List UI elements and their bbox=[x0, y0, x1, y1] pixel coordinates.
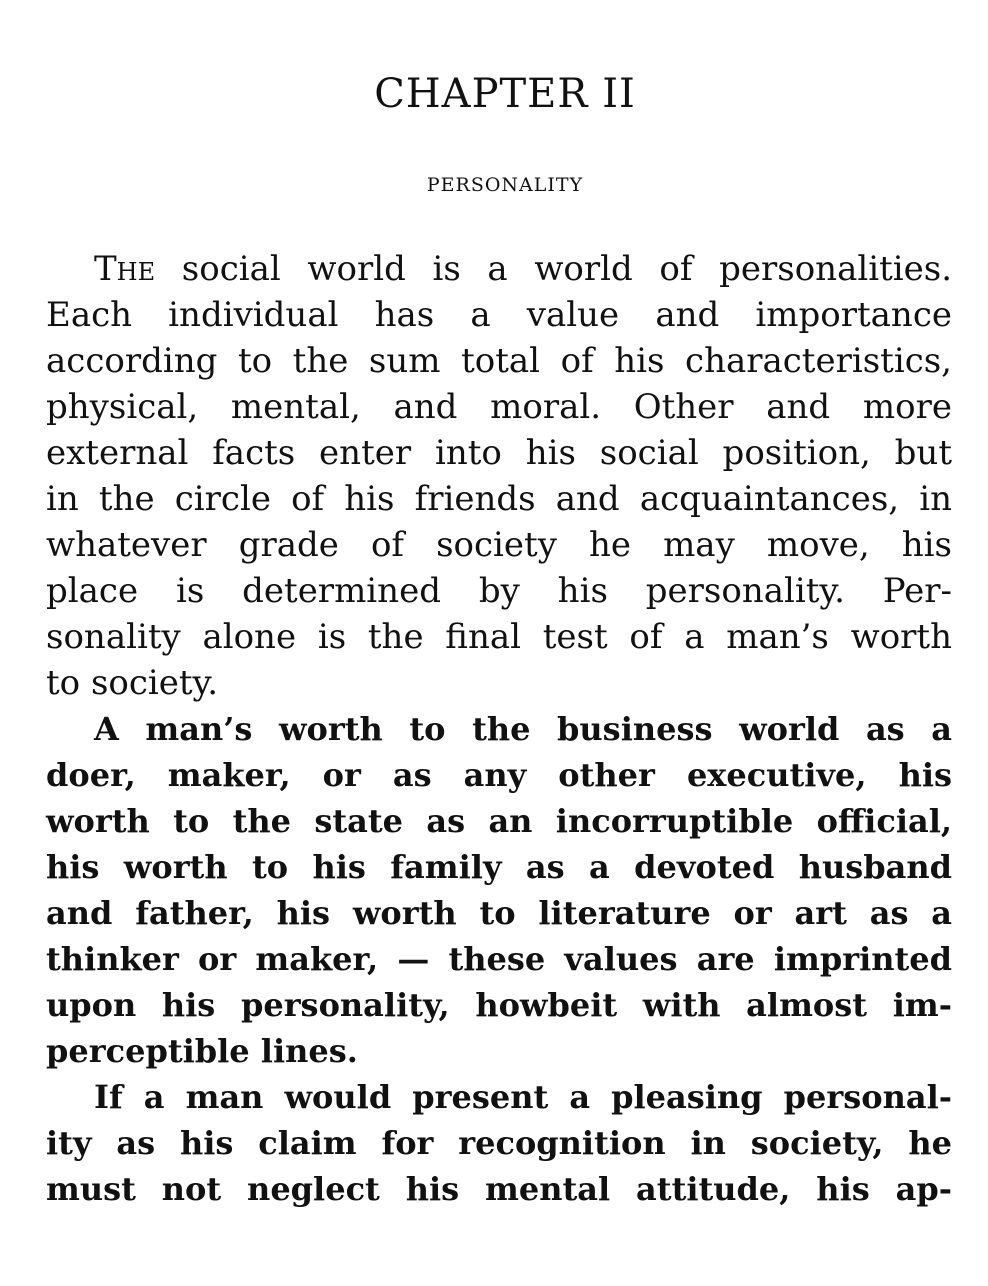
paragraph-1-line-1-text: social world is a world of personalities. bbox=[155, 249, 952, 289]
paragraph-1-line-10: to society. bbox=[46, 663, 219, 703]
paragraph-1-line-6: in the circle of his friends and acquaintances, in bbox=[46, 479, 952, 519]
paragraph-3-line-1: If a man would present a pleasing personal- bbox=[94, 1078, 952, 1116]
paragraph-1-line-8: place is determined by his personality. Per- bbox=[46, 571, 952, 611]
paragraph-2-line-2: doer, maker, or as any other executive, his bbox=[46, 756, 952, 794]
paragraph-2-line-1: A man’s worth to the business world as a bbox=[94, 710, 952, 748]
paragraph-1-line-7: whatever grade of society he may move, his bbox=[46, 525, 952, 565]
paragraph-1-lead: The bbox=[94, 249, 156, 289]
paragraph-2-line-8: perceptible lines. bbox=[46, 1032, 358, 1070]
paragraph-2-line-5: and father, his worth to literature or art as a bbox=[46, 894, 952, 932]
paragraph-2-line-7: upon his personality, howbeit with almost im- bbox=[46, 986, 952, 1024]
paragraph-2-line-3: worth to the state as an incorruptible official, bbox=[46, 802, 952, 840]
paragraph-1-line-1 bbox=[46, 246, 952, 292]
paragraph-2-line-4: his worth to his family as a devoted husband bbox=[46, 848, 952, 886]
paragraph-1-line-5: external facts enter into his social position, but bbox=[46, 433, 952, 473]
paragraph-1-line-3: according to the sum total of his characteristics, bbox=[46, 341, 952, 381]
paragraph-2-line-6: thinker or maker, — these values are imprinted bbox=[46, 940, 952, 978]
paragraph-3-line-3: must not neglect his mental attitude, his ap- bbox=[46, 1170, 952, 1208]
chapter-body bbox=[46, 246, 952, 1212]
chapter-subtitle: PERSONALITY bbox=[426, 174, 584, 196]
paragraph-1-line-4: physical, mental, and moral. Other and more bbox=[46, 387, 952, 427]
paragraph-1-line-9: sonality alone is the final test of a man’s worth bbox=[46, 617, 952, 657]
paragraph-1-line-2: Each individual has a value and importance bbox=[46, 295, 952, 335]
chapter-title: CHAPTER II bbox=[374, 71, 636, 117]
paragraph-3-line-2: ity as his claim for recognition in society, he bbox=[46, 1124, 952, 1162]
